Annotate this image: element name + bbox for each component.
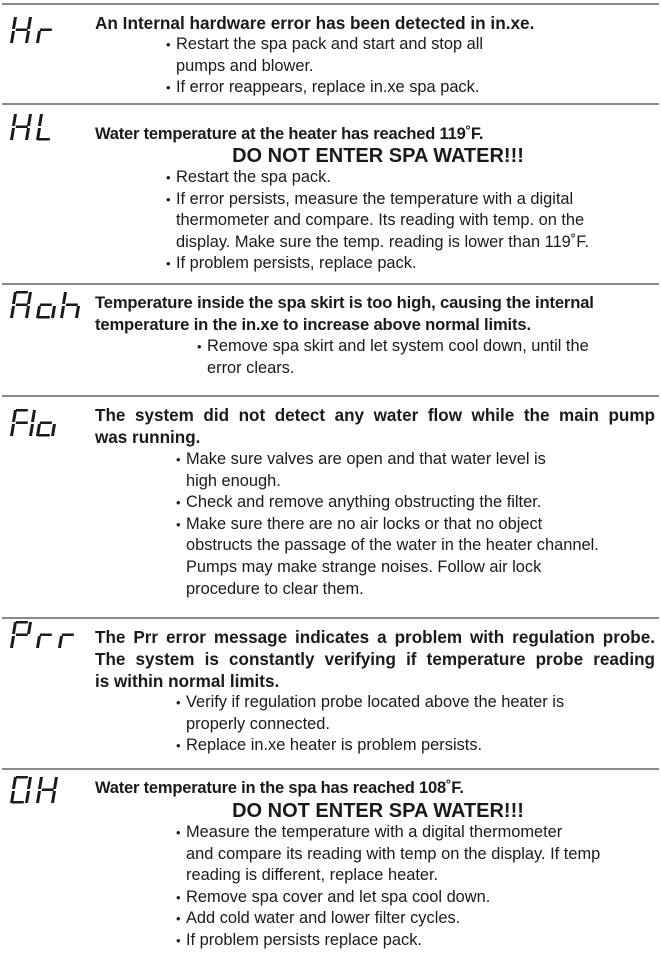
divider bbox=[2, 617, 659, 619]
error-title: The system did not detect any water flow while the main pump was running. bbox=[95, 406, 655, 447]
list-item: • Restart the spa pack and start and stop all pumps and blower. bbox=[166, 34, 483, 77]
list-item: • If problem persists, replace pack. bbox=[166, 253, 589, 275]
error-title: Water temperature at the heater has reached 119˚F. bbox=[95, 125, 484, 143]
error-title: An Internal hardware error has been detected in in.xe. bbox=[95, 13, 535, 33]
list-item: • Restart the spa pack. bbox=[166, 167, 589, 189]
error-title: Water temperature in the spa has reached 108˚F. bbox=[95, 779, 464, 797]
warning-text: DO NOT ENTER SPA WATER!!! bbox=[232, 800, 524, 822]
list-item: • Measure the temperature with a digital thermometer and compare its reading with temp on the display. If temp reading is different, replace heater. bbox=[176, 822, 600, 887]
bullet-list bbox=[176, 692, 564, 757]
list-item: • If problem persists replace pack. bbox=[176, 930, 600, 952]
list-item: • If error reappears, replace in.xe spa pack. bbox=[166, 77, 483, 99]
bullet-list bbox=[166, 34, 483, 99]
bullet-list bbox=[176, 822, 600, 952]
list-item: • Remove spa skirt and let system cool down, until the error clears. bbox=[197, 336, 589, 379]
divider bbox=[2, 3, 659, 5]
list-item: • If error persists, measure the temperature with a digital thermometer and compare. Its reading with temp. on the display. Make sure the temp. reading is lower than 119˚F. bbox=[166, 189, 589, 254]
error-title: Temperature inside the spa skirt is too high, causing the internal temperature in the in.xe to increase above normal limits. bbox=[95, 293, 594, 334]
seven-segment-code-icon-hl bbox=[10, 112, 80, 142]
bullet-list bbox=[166, 167, 589, 275]
seven-segment-code-icon-flo bbox=[10, 408, 80, 438]
list-item: • Verify if regulation probe located above the heater is properly connected. bbox=[176, 692, 564, 735]
divider bbox=[2, 768, 659, 770]
list-item: • Replace in.xe heater is problem persists. bbox=[176, 735, 564, 757]
seven-segment-code-icon-hr bbox=[10, 15, 80, 45]
list-item: • Make sure there are no air locks or that no object obstructs the passage of the water in the heater channel. Pumps may make strange noises. Follow air lock procedure to clear them. bbox=[176, 514, 599, 600]
seven-segment-code-icon-aoh bbox=[10, 290, 80, 320]
list-item: • Add cold water and lower filter cycles. bbox=[176, 908, 600, 930]
list-item: • Check and remove anything obstructing the filter. bbox=[176, 492, 599, 514]
divider bbox=[2, 283, 659, 285]
list-item: • Make sure valves are open and that water level is high enough. bbox=[176, 449, 599, 492]
bullet-list bbox=[176, 449, 599, 600]
seven-segment-code-icon-prr bbox=[10, 620, 80, 650]
warning-text: DO NOT ENTER SPA WATER!!! bbox=[232, 145, 524, 167]
bullet-list bbox=[197, 336, 589, 379]
divider bbox=[2, 395, 659, 397]
error-title: The Prr error message indicates a problem with regulation probe. The system is constantly verifying if temperature probe reading is within normal limits. bbox=[95, 628, 655, 691]
divider bbox=[2, 103, 659, 105]
list-item: • Remove spa cover and let spa cool down. bbox=[176, 887, 600, 909]
